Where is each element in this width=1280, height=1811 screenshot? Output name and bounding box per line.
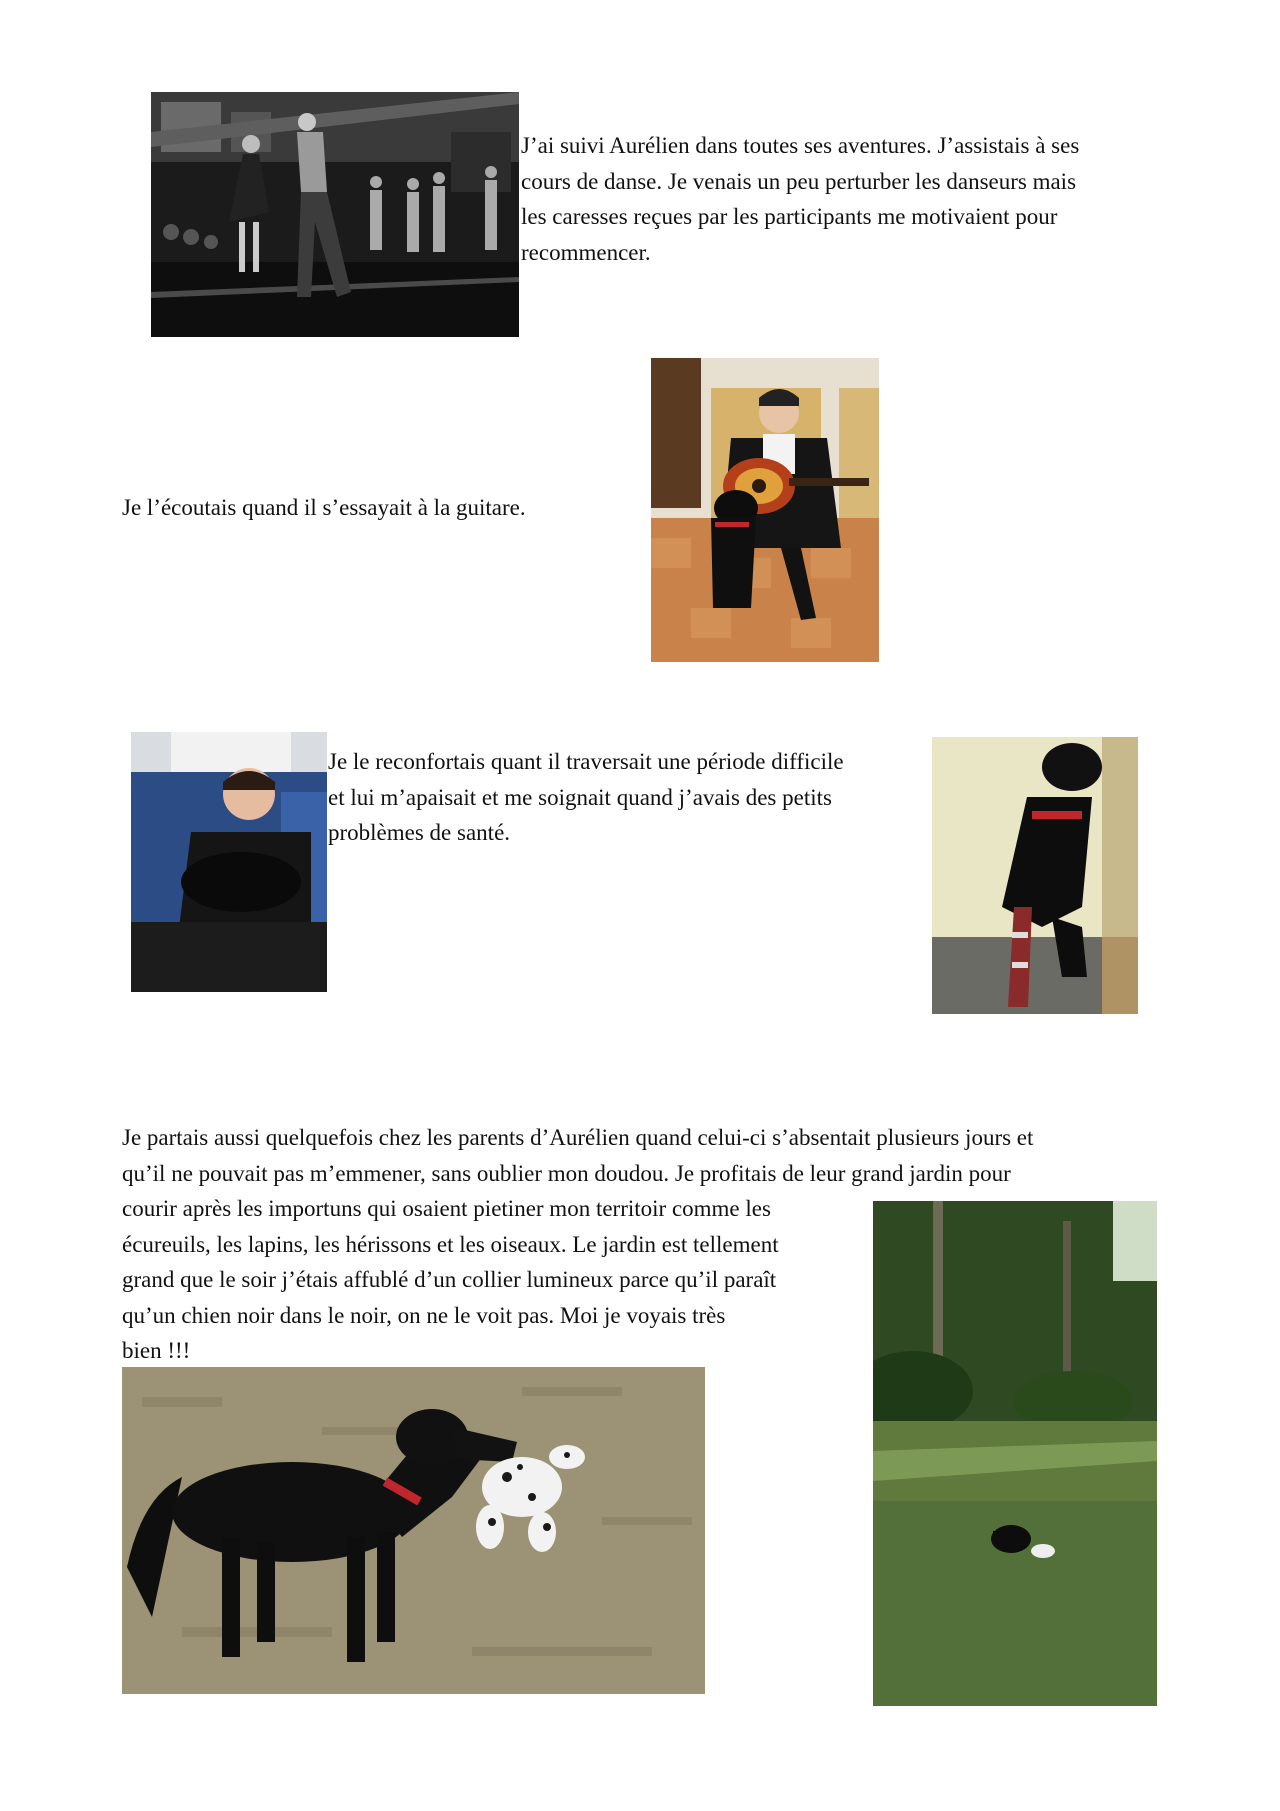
text-line: les caresses reçues par les participants me motivaient pour (521, 204, 1058, 229)
garden-photo (873, 1201, 1157, 1706)
text-line: qu’il ne pouvait pas m’emmener, sans oublier mon doudou. Je profitais de leur grand jardin pour (122, 1160, 1011, 1186)
garden-paragraph-top (122, 1120, 1202, 1191)
text-line: Je le reconfortais quant il traversait une période difficile (328, 749, 844, 774)
text-line: problèmes de santé. (328, 820, 511, 845)
text-line: écureuils, les lapins, les hérissons et les oiseaux. Le jardin est tellement (122, 1231, 779, 1257)
comfort-paragraph (328, 744, 928, 851)
text-line: grand que le soir j’étais affublé d’un collier lumineux parce qu’il paraît (122, 1267, 777, 1292)
dog-with-toy-photo (122, 1367, 705, 1694)
text-line: J’ai suivi Aurélien dans toutes ses aventures. J’assistais à ses (521, 133, 1080, 158)
dog-bandage-photo (932, 737, 1138, 1014)
dance-photo (151, 92, 519, 337)
text-line: courir après les importuns qui osaient pietiner mon territoir comme les (122, 1196, 771, 1221)
guitar-photo (651, 358, 879, 662)
text-line: qu’un chien noir dans le noir, on ne le voit pas. Moi je voyais très (122, 1302, 726, 1328)
text-line: Je partais aussi quelquefois chez les parents d’Aurélien quand celui-ci s’absentait plusieurs jours et (122, 1125, 1034, 1150)
garden-paragraph-side (122, 1191, 862, 1369)
text-line: cours de danse. Je venais un peu perturber les danseurs mais (521, 168, 1077, 194)
sofa-photo (131, 732, 327, 992)
dance-paragraph (521, 128, 1171, 270)
text-line: bien !!! (122, 1338, 191, 1363)
text-line: et lui m’apaisait et me soignait quand j’avais des petits (328, 784, 832, 810)
text-line: recommencer. (521, 239, 651, 265)
text-line: Je l’écoutais quand il s’essayait à la guitare. (122, 495, 526, 520)
guitar-paragraph (122, 490, 642, 526)
